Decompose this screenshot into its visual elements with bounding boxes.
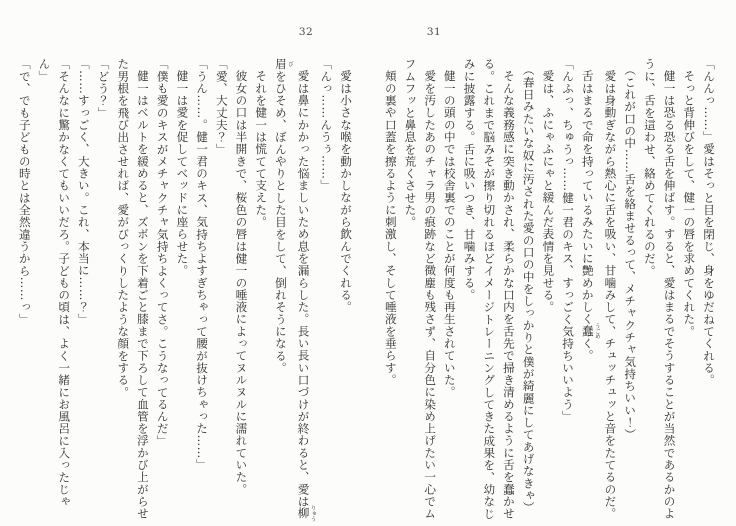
text-line: フムフッと鼻息を荒くさせた。: [403, 58, 418, 229]
text-line: 舌はまるで命を持っているみたいに艶めかしく蠢 うごめく。: [580, 69, 600, 362]
text-line: 「うん……。健一君のキス、気持ちよすぎちゃって腰が抜けちゃった……」: [195, 58, 210, 472]
text-line: た男根を飛び出させれば、愛がびっくりしたような顔をする。: [116, 58, 131, 399]
text-line: そっと背伸びをして、健一の唇を求めてくれた。: [682, 69, 697, 337]
text-line: 「そんなに驚かなくてもいいだろ。子どもの頃は、よく一緒にお風呂に入ったじゃ: [57, 58, 72, 508]
text-line: それを健一は慌てて支えた。: [254, 69, 269, 228]
page-number-right: 31: [426, 26, 442, 38]
text-line: 彼女の口は半開きで、桜色の唇は健一の唾液によってヌルヌルに濡れていた。: [234, 69, 249, 495]
text-line: みに披露する。舌に吸いつき、甘噛みする。: [462, 58, 477, 301]
page-text-left: [19, 58, 355, 520]
text-line: （春日みたいな奴に汚された愛の口の中をしっかりと僕が綺麗にしてあげなきゃ）: [521, 63, 536, 514]
text-line: 眉 びをひそめ、ぼんやりとした目をして、倒れそうになる。: [273, 58, 293, 374]
text-line: 「僕も愛のキスがメチャクチャ気持ちよくってさ。こうなってるんだ」: [155, 58, 170, 447]
page-number-left: 32: [298, 26, 314, 38]
text-line: る。これまで脳みそが擦り切れるほどイメージトレーニングしてきた成果を、幼なじ: [482, 58, 497, 520]
page-text-right: [382, 58, 718, 520]
text-line: 愛は鼻にかかった悩ましいため息を漏らした。長い長い口づけが終わると、愛は柳 りゅう: [296, 69, 316, 522]
text-line: 「愛、大丈夫？」: [214, 58, 229, 156]
text-line: 健一は恐る恐る舌を伸ばす。すると、愛はまるでそうすることが当然であるかのよ: [662, 69, 677, 520]
text-line: 愛は、ふにゃふにゃと緩んだ表情を見せる。: [541, 69, 556, 313]
text-line: 「……すっごく、大きい。これ、本当に……？」: [76, 58, 91, 326]
text-line: 愛は小さな喉を動かしながら飲んでくれる。: [339, 69, 353, 313]
text-line: 「んふっ、ちゅうっ……健一君のキス、すっごく気持ちいいよう」: [561, 58, 576, 423]
page-right: [368, 0, 736, 526]
text-line: 健一は愛を促してベッドに座らせた。: [175, 69, 190, 277]
text-line: そんな義務感に突き動かされ、柔らかな口内を舌先で掃き清めるように舌を蠢かせ: [501, 69, 516, 520]
text-line: 「んっ……んうぅ……」: [319, 58, 334, 192]
text-line: うに、舌を這わせ、絡めてくれるのだ。: [642, 58, 657, 277]
text-line: 「で、でも子どもの時とは全然違うから……っ」: [17, 58, 32, 326]
text-line: 「んんっ……」愛はそっと目を閉じ、身をゆだねてくれる。: [702, 58, 716, 387]
text-line: 愛は身動ぎながら熱心に舌を吸い、甘噛みして、チュッチュッと音をたてるのだ。: [603, 69, 618, 520]
text-line: 「どう？」: [96, 58, 111, 119]
text-line: 愛を汚したあのチャラ男の痕跡など微塵も残さず、自分色に染め上げたい一心でム: [423, 69, 438, 520]
text-line: 頬の裏や口蓋を擦るように刺激し、そして唾液を垂らす。: [383, 69, 398, 386]
text-line: 健一の頭の中では校舎裏でのことが何度も再生されていた。: [442, 69, 457, 398]
text-line: （これが口の中……舌を絡ませるって、メチャクチャ気持ちいい！）: [623, 63, 638, 441]
text-line: ん」: [37, 58, 52, 83]
text-line: 健一はベルトを緩めると、ズボンを下着ごと膝まで下ろして血管を浮かび上がらせ: [135, 69, 150, 520]
